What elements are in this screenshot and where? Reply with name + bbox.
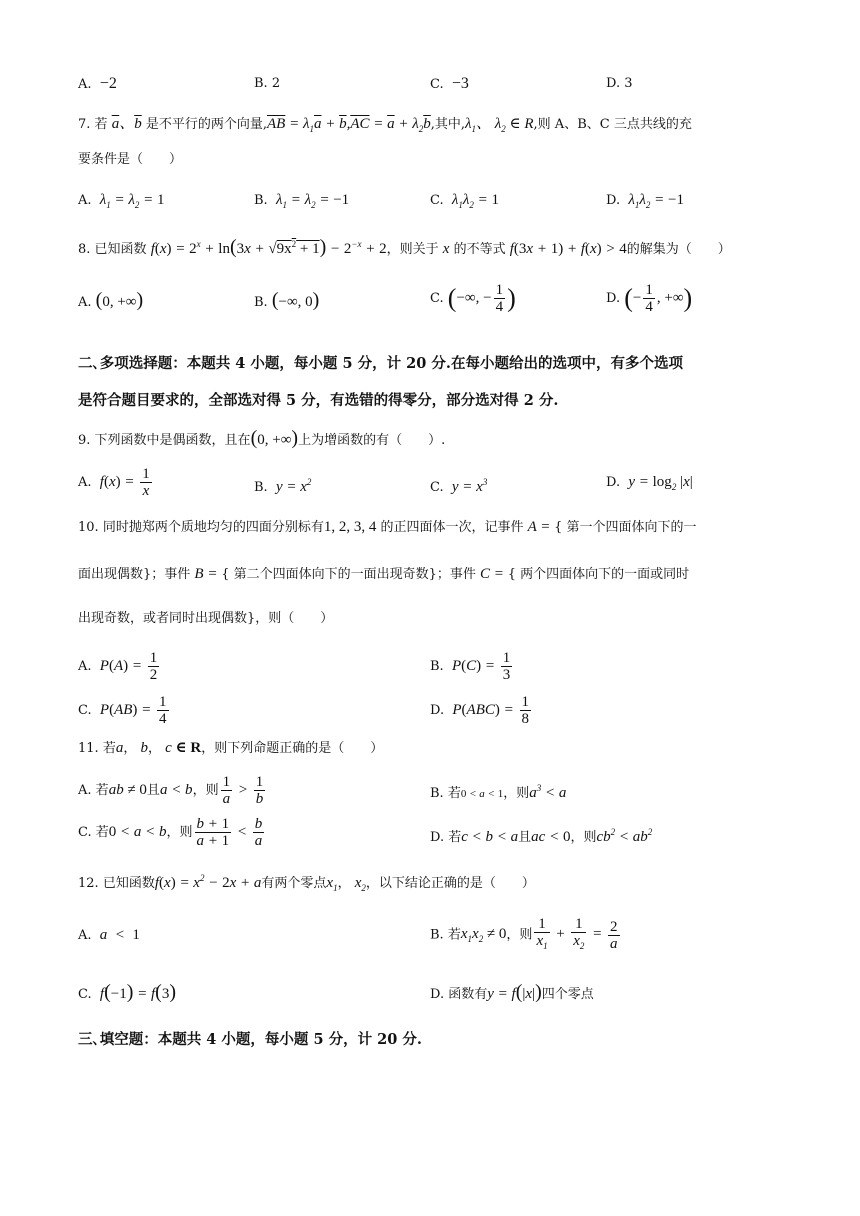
- section-2-heading: 二､多项选择题：本题共 4 小题，每小题 5 分，计 20 分.在每小题给出的选项中，有多个选项: [78, 355, 683, 372]
- question-number: 8.: [78, 242, 91, 257]
- question-9: 9. 下列函数中是偶函数，且在(0, +∞)上为增函数的有（ ）.: [78, 427, 446, 449]
- question-10-line3: 出现奇数，或者同时出现偶数}，则（ ）: [78, 611, 334, 626]
- option-text: 函数有: [448, 987, 488, 1002]
- q9-option-b: B. $y = x^2$: [254, 477, 312, 495]
- question-text: ,则 A、B、C 三点共线的充: [533, 117, 692, 132]
- q7-option-d: D. $\lambda_1\lambda_2 = -1$: [606, 192, 684, 210]
- option-label: B.: [430, 786, 444, 801]
- option-value: 2: [271, 76, 281, 91]
- q9-option-d: D. $y = \log_2 |x|$: [606, 474, 693, 492]
- option-label: A.: [78, 295, 92, 310]
- option-value: 3: [624, 76, 633, 91]
- option-label: A.: [78, 474, 92, 490]
- question-text: 已知函数: [102, 876, 155, 891]
- question-text: ，以下结论正确的是（ ）: [365, 876, 535, 891]
- option-label: B.: [254, 480, 268, 495]
- question-number: 12.: [78, 876, 99, 891]
- option-label: B.: [254, 295, 268, 310]
- question-number: 7.: [78, 117, 91, 132]
- q8-option-b: B. (−∞, 0): [254, 289, 320, 311]
- option-value: −2: [99, 75, 117, 92]
- question-text: 是不平行的两个向量,: [145, 117, 267, 132]
- option-label: D.: [606, 475, 621, 490]
- option-label: C.: [78, 824, 92, 840]
- option-label: C.: [78, 987, 92, 1002]
- option-label: B.: [430, 658, 444, 674]
- option-text: 四个零点: [541, 987, 594, 1002]
- question-text: 已知函数: [94, 242, 147, 257]
- q10-option-b: B. P(C) = $\frac{1}{3}$: [430, 650, 511, 683]
- question-12: 12. 已知函数$f(x) = x^2 - 2x + a$有两个零点$x_1$， $x_2$，以下结论正确的是（ ）: [78, 873, 535, 893]
- question-text: 的解集为（ ）: [626, 242, 731, 257]
- option-text: 且: [146, 782, 160, 798]
- q9-option-a: A. f(x) = $\frac{1}{x}$: [78, 466, 150, 499]
- question-number: 11.: [78, 741, 99, 756]
- q10-option-d: D. P(ABC) = $\frac{1}{8}$: [430, 694, 529, 727]
- section-2-heading-line2: 是符合题目要求的，全部选对得 5 分，有选错的得零分，部分选对得 2 分.: [78, 392, 559, 409]
- question-text: 的正四面体一次，记事件: [380, 520, 524, 535]
- q9-option-c: C. $y = x^3$: [430, 477, 488, 495]
- question-text: 同时抛郑两个质地均匀的四面分别标有: [102, 520, 324, 535]
- option-text: 若: [95, 782, 109, 798]
- question-8: 8. 已知函数 $f(x) = 2^x + \ln(3x + √9x^2 + 1) - 2^{-x} + 2$，则关于 x 的不等式 f(3x + 1) + f(x) > 4的解集为（ ）: [78, 236, 731, 258]
- option-text: ，则: [166, 824, 193, 840]
- option-text: 若: [447, 927, 461, 943]
- q11-option-b: B. 若0 < a < 1，则$a^3 < a$: [430, 783, 567, 801]
- option-value: −3: [451, 75, 469, 92]
- option-label: D.: [606, 290, 621, 306]
- option-label: B.: [254, 76, 268, 91]
- option-label: D.: [430, 702, 445, 718]
- q12-option-b: B. 若$x_1x_2 \ne 0$，则 $\frac{1}{x_1}$ + $\frac{1}{x_2}$ = $\frac{2}{a}$: [430, 916, 618, 952]
- q7-option-b: B. $\lambda_1 = \lambda_2 = -1$: [254, 192, 350, 210]
- question-text: ,其中,: [430, 117, 466, 132]
- question-text: 的不等式: [453, 242, 506, 257]
- option-text: ，则: [570, 830, 597, 845]
- option-label: B.: [430, 927, 444, 943]
- question-10-line2: 面出现偶数}；事件 B = { 第二个四面体向下的一面出现奇数}；事件 C = { 两个四面体向下的一面或同时: [78, 566, 690, 582]
- question-number: 9.: [78, 433, 91, 448]
- option-label: D.: [430, 830, 445, 845]
- q10-option-a: A. P(A) = $\frac{1}{2}$: [78, 650, 158, 683]
- question-text: ，则下列命题正确的是（ ）: [201, 741, 384, 756]
- question-10: 10. 同时抛郑两个质地均匀的四面分别标有1, 2, 3, 4 的正四面体一次，记事件 A = { 第一个四面体向下的一: [78, 519, 697, 535]
- question-text: { 第一个四面体向下的一: [554, 520, 697, 535]
- question-text: 有两个零点: [261, 876, 327, 891]
- option-text: ，则: [192, 782, 219, 798]
- q8-option-c: C. (−∞, − $\frac{1}{4}$ ): [430, 282, 516, 315]
- q6-option-a: [78, 74, 117, 95]
- option-text: 若: [448, 830, 462, 845]
- q6-option-d: [606, 74, 633, 94]
- question-text: 下列函数中是偶函数，且在: [94, 433, 251, 448]
- option-label: C.: [430, 77, 444, 92]
- question-7-line2: 要条件是（ ）: [78, 152, 183, 167]
- option-label: C.: [430, 193, 444, 208]
- question-number: 10.: [78, 520, 99, 535]
- q7-option-a: A. $\lambda_1 = \lambda_2 = 1$: [78, 192, 165, 210]
- question-text: 上为增函数的有（ ）.: [298, 433, 446, 448]
- q10-option-c: C. P(AB) = $\frac{1}{4}$: [78, 694, 167, 727]
- q12-option-a: A. a < 1: [78, 927, 140, 943]
- option-text: 若: [447, 786, 461, 801]
- option-text: ，则: [503, 786, 530, 801]
- option-label: D.: [606, 193, 621, 208]
- question-text: { 两个四面体向下的一面或同时: [507, 567, 690, 582]
- q6-option-b: [254, 74, 280, 94]
- q8-option-d: D. (− $\frac{1}{4}$ , +∞): [606, 282, 693, 315]
- option-label: A.: [78, 193, 92, 208]
- option-label: A.: [78, 658, 92, 674]
- question-text: { 第二个四面体向下的一面出现奇数}；事件: [221, 567, 476, 582]
- q11-option-c: C. 若0 < a < b，则 $\frac{b + 1}{a + 1}$ < $\frac{b}{a}$: [78, 816, 263, 849]
- section-3-heading: 三､填空题：本题共 4 小题，每小题 5 分，计 20 分.: [78, 1031, 422, 1048]
- q12-option-c: C. f(−1) = f(3): [78, 981, 177, 1003]
- question-text: 若: [102, 741, 116, 756]
- question-11: 11. 若a， b， c ∈ R，则下列命题正确的是（ ）: [78, 740, 384, 756]
- option-label: A.: [78, 928, 92, 943]
- q6-option-c: [430, 74, 469, 95]
- q11-option-a: A. 若ab ≠ 0且a < b，则 $\frac{1}{a}$ > $\frac{1}{b}$: [78, 774, 264, 807]
- option-label: B.: [254, 193, 268, 208]
- q7-option-c: C. $\lambda_1\lambda_2 = 1$: [430, 192, 500, 210]
- q8-option-a: A. (0, +∞): [78, 289, 144, 311]
- option-label: C.: [430, 480, 444, 495]
- q11-option-d: D. 若c < b < a且ac < 0，则$cb^2 < ab^2$: [430, 827, 653, 845]
- question-text: 若: [94, 117, 108, 132]
- option-text: ，则: [506, 927, 533, 943]
- question-7: 7. 若 $\overline{a}$、$\overline{b}$ 是不平行的两个向量$,\overline{AB} = \lambda_1\overline{a} + \overline{b},\overline{AC} = \overline{a} + \lambda_2\overline{b}$,其中$,\lambda_1$、 $\lambda_2$ ∈ R,则 A、B、C 三点共线的充: [78, 116, 692, 134]
- option-label: A.: [78, 782, 92, 798]
- option-text: 且: [518, 830, 532, 845]
- option-text: 若: [95, 824, 109, 840]
- option-label: A.: [78, 77, 92, 92]
- option-label: C.: [430, 290, 444, 306]
- question-text: 面出现偶数}；事件: [78, 567, 191, 582]
- option-label: C.: [78, 702, 92, 718]
- option-label: D.: [606, 76, 621, 91]
- question-text: ，则关于: [386, 242, 439, 257]
- q12-option-d: D. 函数有y = f(|x|)四个零点: [430, 981, 594, 1003]
- option-label: D.: [430, 987, 445, 1002]
